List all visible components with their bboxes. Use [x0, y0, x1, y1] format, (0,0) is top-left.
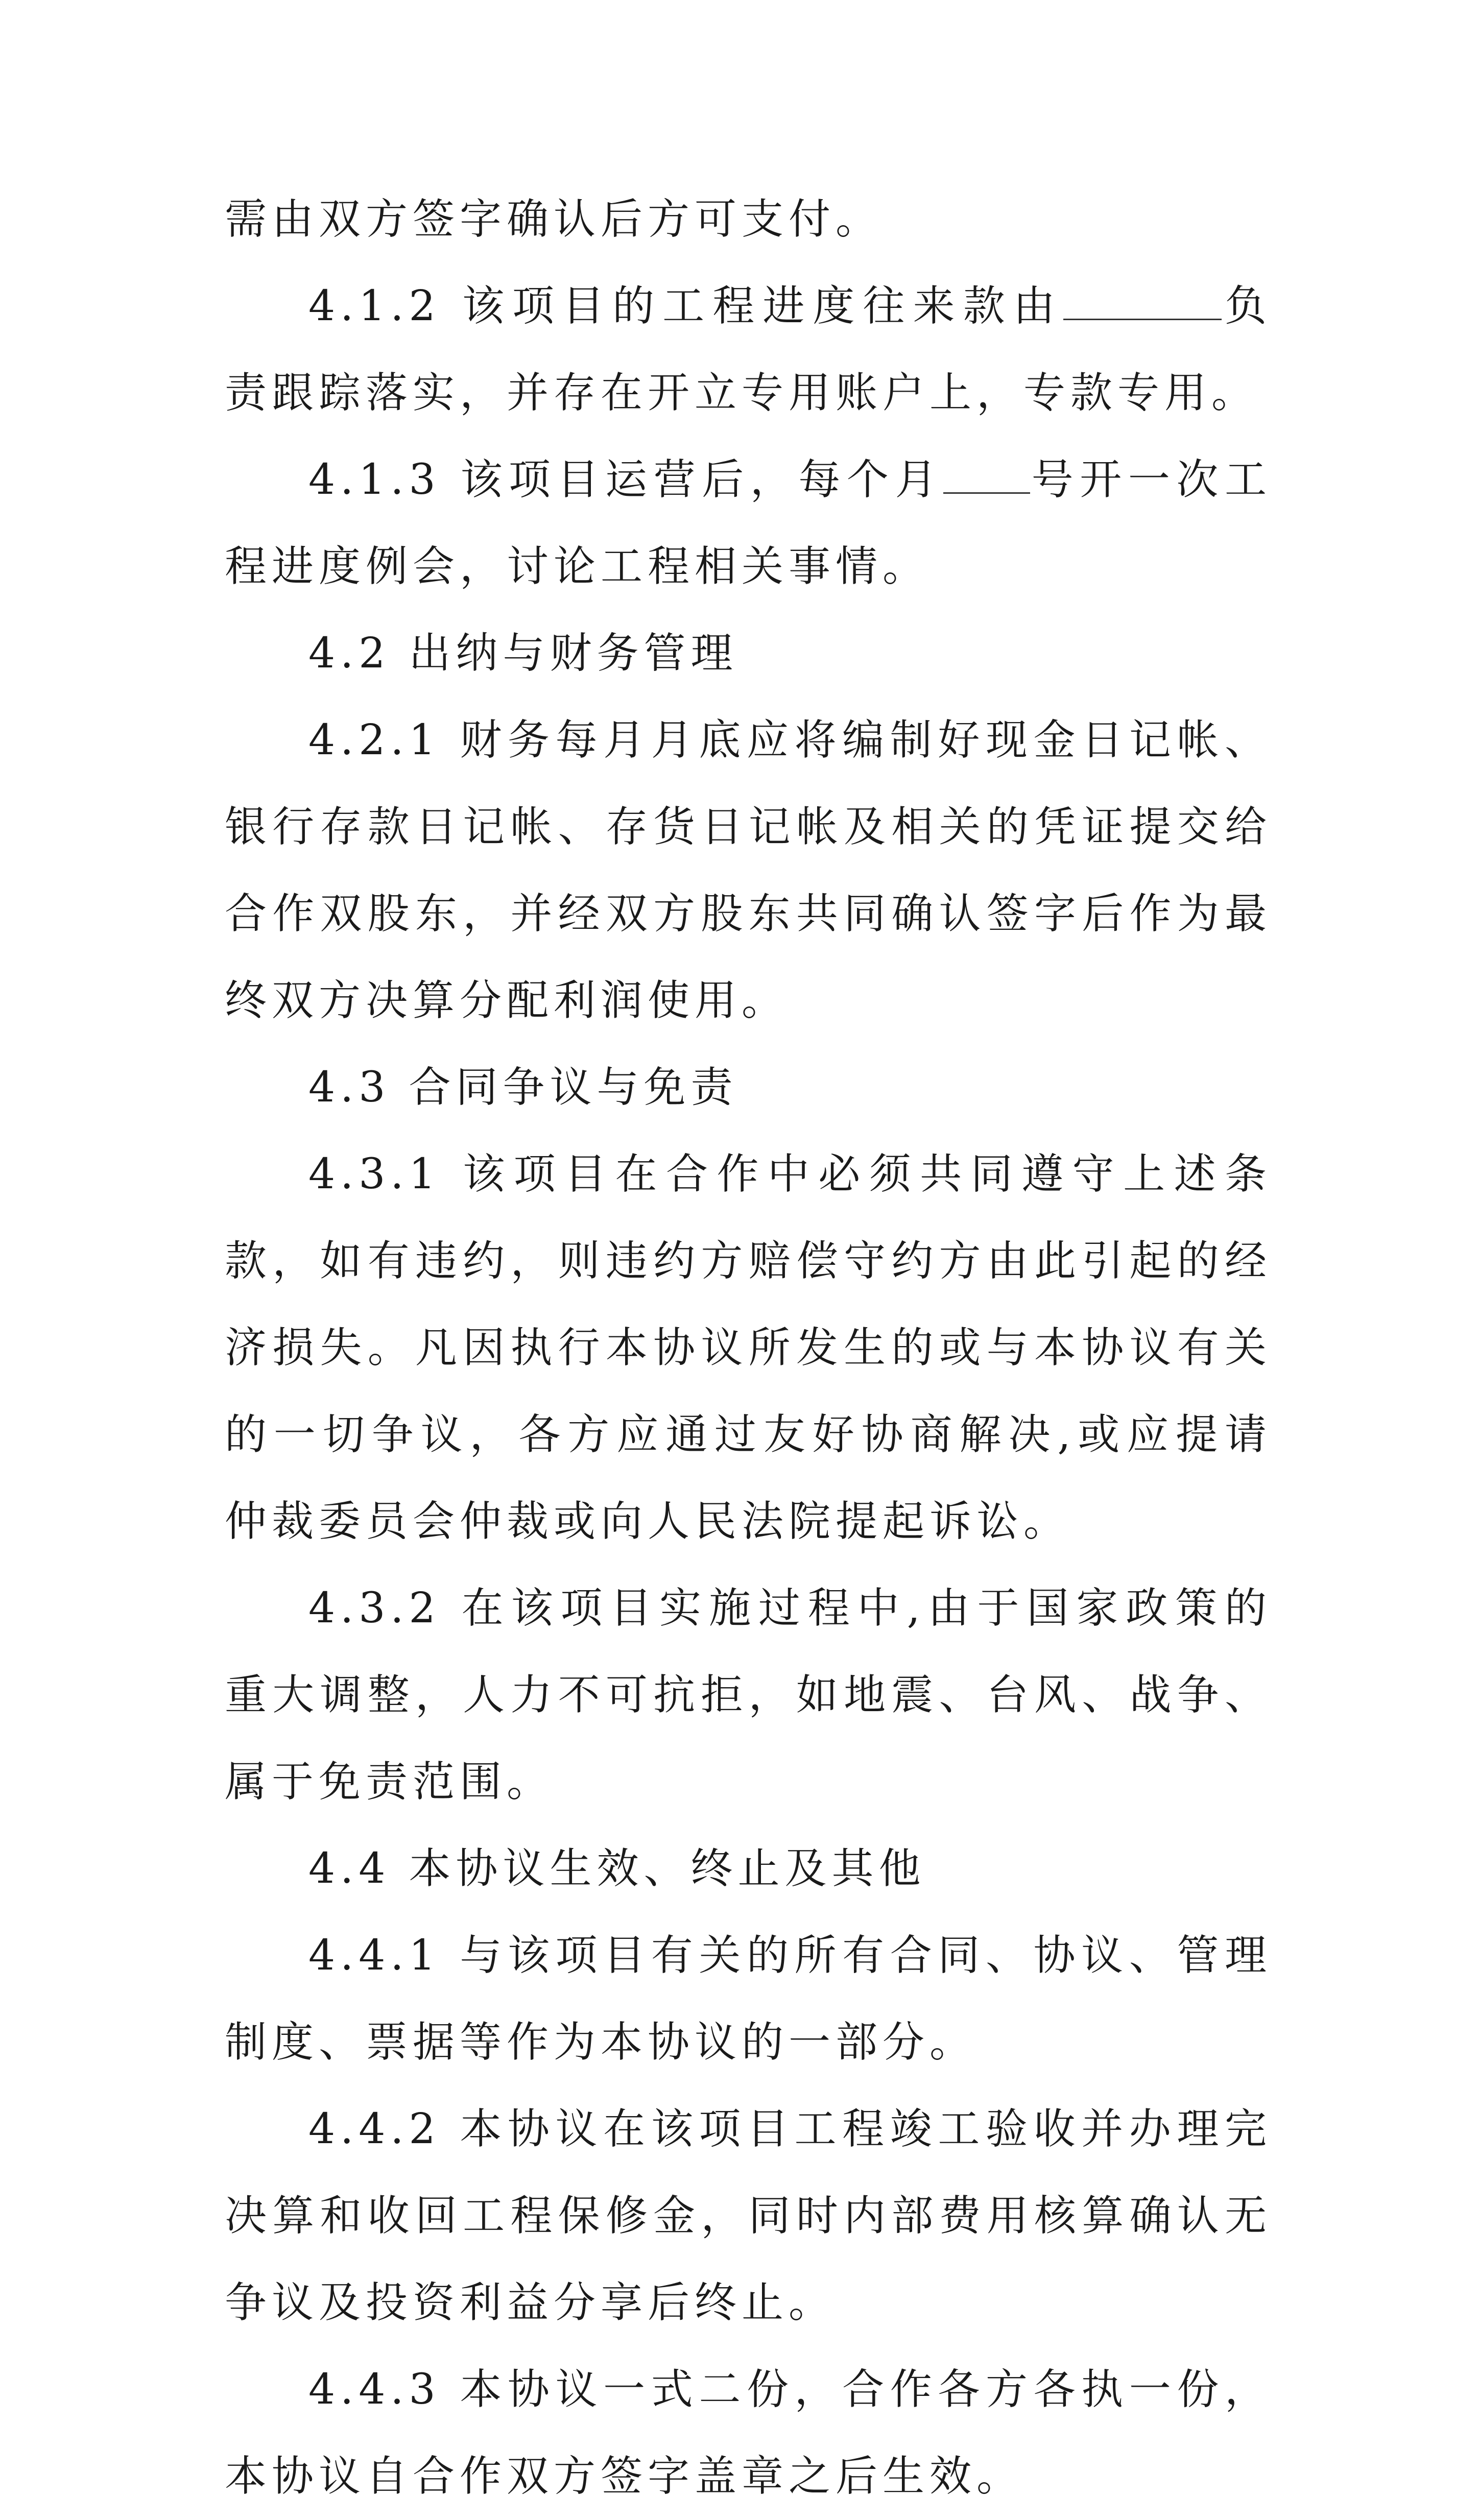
fill-in-blank-meeting-day[interactable] — [943, 457, 1030, 494]
paragraph-payment-confirmation: 需由双方签字确认后方可支付。 — [225, 195, 883, 244]
clause-4-4-1: 4.4.1 与该项目有关的所有合同、协议、管理制度、票据等作为本协议的一部分。 — [225, 1931, 1272, 2067]
clause-4-1-2 — [225, 263, 1272, 437]
clause-4-4-3: 4.4.3 本协议一式二份，合作各方各执一份，本协议自合作双方签字盖章之后生效。 — [225, 2365, 1272, 2501]
clause-4-1-3 — [225, 437, 1272, 610]
clause-text-after-blank: 号开一次工程进度例会，讨论工程相关事情。 — [225, 455, 1272, 591]
clause-4-3-1: 4.3.1 该项目在合作中必须共同遵守上述条款，如有违约，则违约方赔偿守约方由此引起的经济损失。凡因执行本协议所发生的或与本协议有关的一切争议，各方应通过友好协商解决,或应提请仲裁委员会仲裁或向人民法院提起诉讼。 — [225, 1150, 1272, 1546]
clause-4-4-2: 4.4.2 本协议在该项目工程竣工验收并办理完决算和收回工程保修金，同时内部费用核算确认无争议及投资利益分享后终止。 — [225, 2105, 1272, 2327]
fill-in-blank-responsible-party[interactable] — [1063, 283, 1222, 320]
clause-text-before-blank: 该项目运营后，每个月 — [460, 455, 944, 504]
clause-text-before-blank: 该项目的工程进度往来款由 — [462, 282, 1063, 330]
clause-4-3-2: 4.3.2 在该项目实施过程中,由于国家政策的重大调整，人力不可抗拒，如地震、台风、战争、属于免责范围。 — [225, 1584, 1272, 1806]
section-heading-4-2: 4.2 出纳与财务管理 — [308, 629, 738, 678]
section-heading-4-4: 4.4 本协议生效、终止及其他 — [308, 1844, 926, 1893]
document-body — [225, 176, 1272, 2520]
clause-text-after-blank: 负责跟踪落实，并存在开立专用账户上，专款专用。 — [225, 282, 1272, 417]
clause-4-2-1: 4.2.1 财务每月月底应将编制好现金日记帐、银行存款日记帐、存货日记帐及相关的凭证提交给合作双股东，并经双方股东共同确认签字后作为最终双方决算分配利润使用。 — [225, 716, 1272, 1025]
clause-number: 4.1.2 — [308, 282, 441, 330]
section-heading-4-3: 4.3 合同争议与免责 — [308, 1063, 738, 1112]
clause-number: 4.1.3 — [308, 455, 441, 504]
